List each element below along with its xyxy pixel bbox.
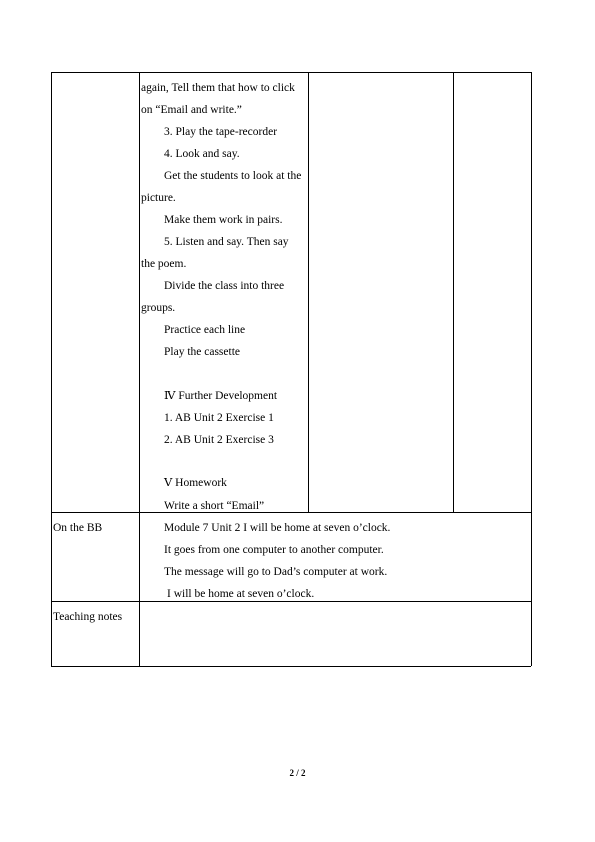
procedure-line: groups. xyxy=(141,302,176,314)
procedure-line: the poem. xyxy=(141,258,187,270)
column-divider-notes xyxy=(453,72,454,512)
procedure-line: Get the students to look at the xyxy=(164,170,302,182)
row-divider-notes xyxy=(51,601,531,602)
procedure-line: 5. Listen and say. Then say xyxy=(164,236,289,248)
teaching-notes-label: Teaching notes xyxy=(53,611,123,623)
bb-line: The message will go to Dad’s computer at work. xyxy=(164,566,388,578)
procedure-line: Write a short “Email” xyxy=(164,500,265,512)
table-bottom-border xyxy=(51,666,531,667)
procedure-line: Divide the class into three xyxy=(164,280,285,292)
procedure-line: 1. AB Unit 2 Exercise 1 xyxy=(164,412,274,424)
table-top-border xyxy=(51,72,531,73)
bb-label: On the BB xyxy=(53,522,103,534)
procedure-line: 3. Play the tape-recorder xyxy=(164,126,278,138)
table-left-border xyxy=(51,72,52,666)
row-divider-bb xyxy=(51,512,531,513)
column-divider-content xyxy=(308,72,309,512)
section-heading-further-development: Ⅳ Further Development xyxy=(164,390,278,402)
column-divider-label xyxy=(139,72,140,666)
bb-line: Module 7 Unit 2 I will be home at seven o’clock. xyxy=(164,522,391,534)
page-number: 2 / 2 xyxy=(289,768,306,778)
procedure-line: Play the cassette xyxy=(164,346,241,358)
bb-line: I will be home at seven o’clock. xyxy=(167,588,315,600)
procedure-line: 2. AB Unit 2 Exercise 3 xyxy=(164,434,274,446)
procedure-line: Practice each line xyxy=(164,324,246,336)
procedure-line: on “Email and write.” xyxy=(141,104,242,116)
procedure-line: again, Tell them that how to click xyxy=(141,82,295,94)
procedure-line: 4. Look and say. xyxy=(164,148,240,160)
section-heading-homework: Ⅴ Homework xyxy=(164,477,227,489)
procedure-line: picture. xyxy=(141,192,176,204)
bb-line: It goes from one computer to another computer. xyxy=(164,544,384,556)
procedure-line: Make them work in pairs. xyxy=(164,214,283,226)
table-right-border xyxy=(531,72,532,666)
